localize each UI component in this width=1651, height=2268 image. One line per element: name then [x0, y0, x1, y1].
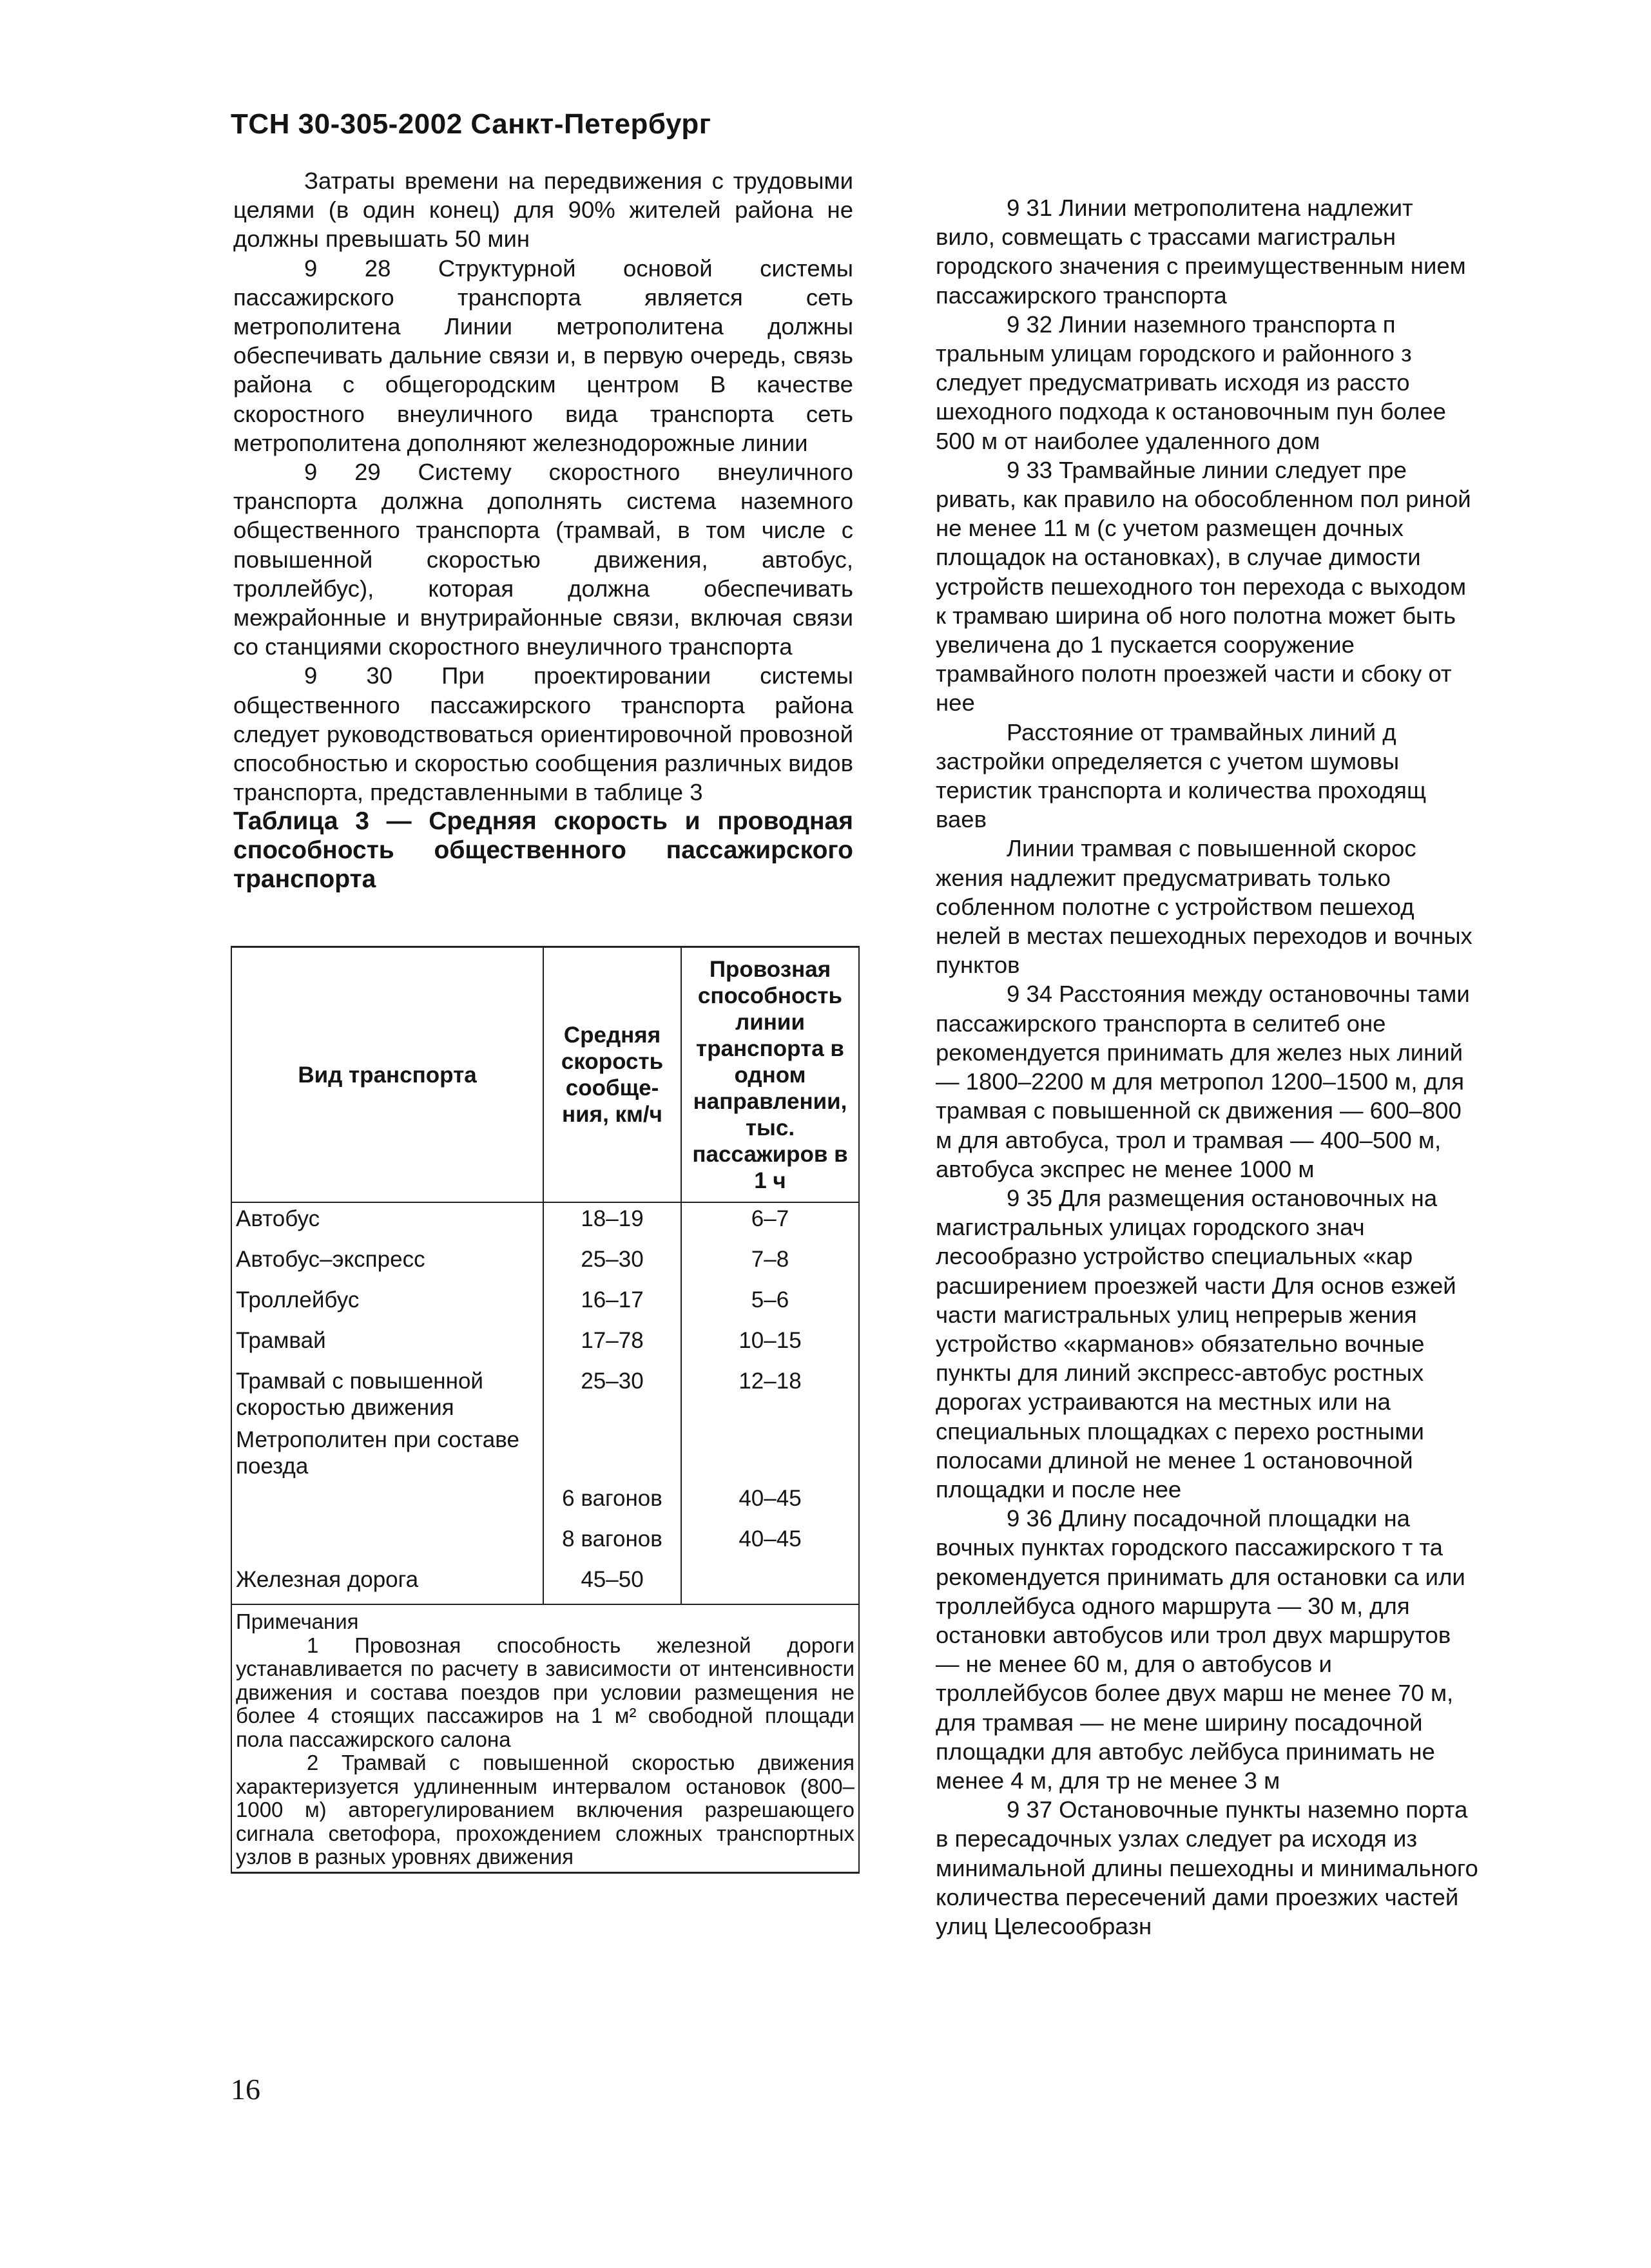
- column-header-speed: Средняя скорость сообще- ния, км/ч: [543, 947, 681, 1203]
- cell-speed: 16–17: [543, 1284, 681, 1325]
- table-row: [231, 1202, 859, 1244]
- column-header-capacity: Провозная способность линии транспорта в одном направлении, тыс. пассажиров в 1 ч: [681, 947, 859, 1203]
- paragraph: 9 36 Длину посадочной площадки на вочных пунктах городского пассажирского т та рекомендуется принимать для остановки са или троллейбуса одного маршрута — 30 м, для остановки автобусов или трол двух маршрутов — не менее 60 м, для о автобусов и троллейбусов более двух марш не менее 70 м, для трамвая — не мене ширину посадочной площадки для автобус лейбуса принимать не менее 4 м, для тр не менее 3 м: [936, 1505, 1465, 1794]
- cell-type: Трамвай: [231, 1325, 543, 1365]
- cell-type: Автобус: [231, 1202, 543, 1244]
- cell-type: Трамвай с повышенной скоростью движения: [231, 1365, 543, 1424]
- page-number: 16: [231, 2073, 260, 2106]
- document-header: ТСН 30-305-2002 Санкт-Петербург: [231, 108, 711, 140]
- paragraph: 9 34 Расстояния между остановочны тами пассажирского транспорта в селитеб оне рекомендуется принимать для желез ных линий — 1800–2200 м для метропол 1200–1500 м, для трамвая с повышенной ск движения — 600–800 м для автобуса, трол и трамвая — 400–500 м, автобуса экспрес не менее 1000 м: [936, 981, 1470, 1182]
- table-notes: [231, 1604, 859, 1872]
- paragraph: 9 35 Для размещения остановочных на магистральных улицах городского знач лесообразно устройство специальных «кар расширением проезжей части Для основ езжей части магистральных улиц непрерыв жения устройство «карманов» обязательно вочные пункты для линий экспресс-автобус ростных дорогах устраиваются на местных или на специальных площадках с перехо ростными полосами длиной не менее 1 остановочной площадки и после нее: [936, 1184, 1456, 1503]
- table-header-row: [231, 947, 859, 1203]
- table-row: [231, 1483, 859, 1523]
- left-column: [233, 166, 853, 894]
- cell-type: Автобус–экспресс: [231, 1244, 543, 1284]
- note-item: 2 Трамвай с повышенной скоростью движения характеризуется удлиненным интервалом остановок (800–1000 м) авторегулированием включения разрешающего сигнала светофора, прохождением сложных транспортных узлов в разных уровнях движения: [236, 1751, 854, 1869]
- paragraph: 9 31 Линии метрополитена надлежит вило, совмещать с трассами магистральн городского значения с преимущественным нием пассажирского транспорта: [936, 195, 1466, 309]
- cell-type: Метрополитен при составе поезда: [231, 1424, 543, 1483]
- table-notes-row: [231, 1604, 859, 1872]
- paragraph: 9 30 При проектировании системы общественного пассажирского транспорта района следует руководствоваться ориентировочной провозной способностью и скоростью сообщения различных видов транспорта, представленными в таблице 3: [233, 662, 853, 806]
- cell-capacity: 6–7: [681, 1202, 859, 1244]
- cell-capacity: [681, 1424, 859, 1483]
- table-row: [231, 1523, 859, 1564]
- table-row: [231, 1365, 859, 1424]
- cell-type: [231, 1523, 543, 1564]
- paragraph: 9 29 Систему скоростного внеуличного транспорта должна дополнять система наземного общественного транспорта (трамвай, в том числе с повышенной скоростью движения, автобус, троллейбус), которая должна обеспечивать межрайонные и внутрирайонные связи, включая связи со станциями скоростного внеуличного транспорта: [233, 459, 853, 660]
- note-item: 1 Провозная способность железной дороги устанавливается по расчету в зависимости от интенсивности движения и состава поездов при условии размещения не более 4 стоящих пассажиров на 1 м² свободной площади пола пассажирского салона: [236, 1633, 854, 1751]
- cell-speed: 25–30: [543, 1244, 681, 1284]
- table-row: [231, 1564, 859, 1605]
- cell-type: [231, 1483, 543, 1523]
- paragraph: Затраты времени на передвижения с трудовыми целями (в один конец) для 90% жителей района не должны превышать 50 мин: [233, 168, 853, 253]
- paragraph: 9 28 Структурной основой системы пассажирского транспорта является сеть метрополитена Линии метрополитена должны обеспечивать дальние связи и, в первую очередь, связь района с общегородским центром В качестве скоростного внеуличного вида транспорта сеть метрополитена дополняют железнодорожные линии: [233, 255, 853, 456]
- right-column: [936, 193, 1478, 1941]
- cell-speed: 8 вагонов: [543, 1523, 681, 1564]
- cell-speed: 6 вагонов: [543, 1483, 681, 1523]
- table-row: [231, 1244, 859, 1284]
- cell-speed: 17–78: [543, 1325, 681, 1365]
- notes-title: Примечания: [236, 1610, 359, 1633]
- paragraph: 9 33 Трамвайные линии следует пре ривать, как правило на обособленном пол риной не менее 11 м (с учетом размещен дочных площадок на остановках), в случае димости устройств пешеходного тон перехода с выходом к трамваю ширина об ного полотна может быть увеличена до 1 пускается сооружение трамвайного полотн проезжей части и сбоку от нее: [936, 456, 1471, 716]
- table-row: [231, 1424, 859, 1483]
- cell-capacity: 10–15: [681, 1325, 859, 1365]
- table-row: [231, 1284, 859, 1325]
- cell-capacity: 12–18: [681, 1365, 859, 1424]
- cell-speed: 45–50: [543, 1564, 681, 1605]
- transport-table: [231, 946, 860, 1874]
- cell-type: Железная дорога: [231, 1564, 543, 1605]
- cell-capacity: 7–8: [681, 1244, 859, 1284]
- cell-capacity: 40–45: [681, 1483, 859, 1523]
- cell-capacity: 5–6: [681, 1284, 859, 1325]
- paragraph: Линии трамвая с повышенной скорос жения надлежит предусматривать только собленном полотне с устройством пешеход нелей в местах пешеходных переходов и вочных пунктов: [936, 835, 1472, 979]
- cell-speed: [543, 1424, 681, 1483]
- cell-capacity: 40–45: [681, 1523, 859, 1564]
- table-row: [231, 1325, 859, 1365]
- paragraph: 9 32 Линии наземного транспорта п тральным улицам городского и районного з следует предусматривать исходя из рассто шеходного подхода к остановочным пун более 500 м от наиболее удаленного дом: [936, 311, 1446, 454]
- table-caption: Таблица 3 — Средняя скорость и проводная способность общественного пассажирского транспорта: [233, 807, 853, 894]
- paragraph: Расстояние от трамвайных линий д застройки определяется с учетом шумовы теристик транспорта и количества проходящ ваев: [936, 718, 1426, 833]
- cell-capacity: [681, 1564, 859, 1605]
- cell-speed: 25–30: [543, 1365, 681, 1424]
- cell-speed: 18–19: [543, 1202, 681, 1244]
- paragraph: 9 37 Остановочные пункты наземно порта в пересадочных узлах следует ра исходя из минимальной длины пешеходны и минимального количества пересечений дами проезжих частей улиц Целесообразн: [936, 1796, 1478, 1939]
- cell-type: Троллейбус: [231, 1284, 543, 1325]
- column-header-type: Вид транспорта: [231, 947, 543, 1203]
